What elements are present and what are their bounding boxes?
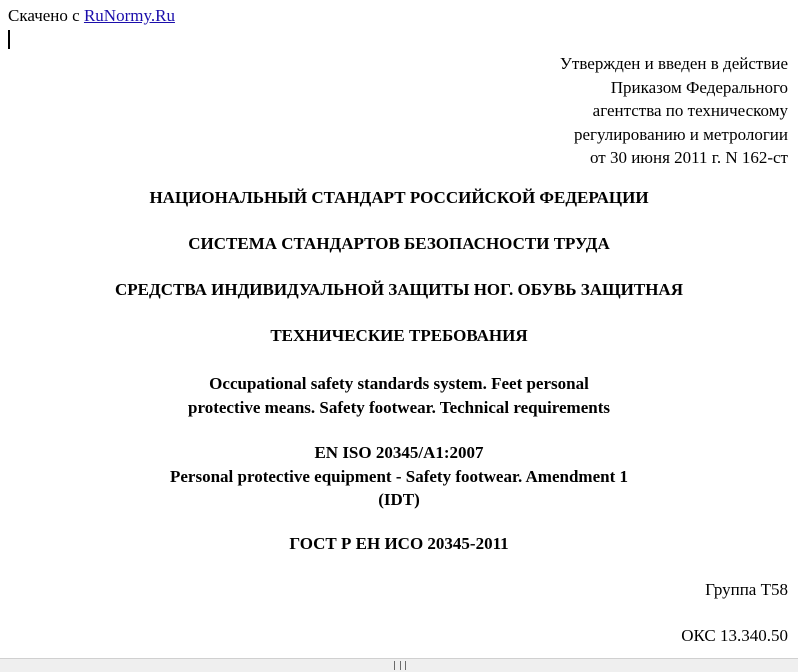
approval-line-3: агентства по техническому (592, 101, 788, 120)
system-heading: СИСТЕМА СТАНДАРТОВ БЕЗОПАСНОСТИ ТРУДА (188, 234, 610, 253)
approval-block (560, 52, 788, 170)
text-cursor (8, 30, 10, 49)
approval-line-1: Утвержден и введен в действие (559, 54, 788, 73)
english-title (0, 372, 798, 419)
horizontal-scrollbar[interactable] (0, 658, 798, 672)
scrollbar-grip-icon[interactable] (394, 661, 406, 670)
download-source-line (8, 6, 175, 26)
national-standard-heading: НАЦИОНАЛЬНЫЙ СТАНДАРТ РОССИЙСКОЙ ФЕДЕРАЦИИ (149, 188, 649, 207)
en-iso-block (0, 441, 798, 512)
subject-heading: СРЕДСТВА ИНДИВИДУАЛЬНОЙ ЗАЩИТЫ НОГ. ОБУВЬ ЗАЩИТНАЯ (115, 280, 683, 299)
group-label: Группа Т58 (705, 580, 788, 599)
en-iso-code: EN ISO 20345/A1:2007 (314, 443, 484, 462)
english-title-line-2: protective means. Safety footwear. Technical requirements (188, 397, 610, 417)
gost-code: ГОСТ Р ЕН ИСО 20345-2011 (289, 534, 509, 553)
idt-label: (IDT) (378, 490, 420, 509)
runormy-link[interactable]: RuNormy.Ru (83, 6, 175, 25)
en-iso-title: Personal protective equipment - Safety footwear. Amendment 1 (170, 466, 628, 486)
english-title-line-1: Occupational safety standards system. Feet personal (209, 374, 589, 393)
approval-line-4: регулированию и метрологии (573, 124, 788, 144)
oks-label: ОКС 13.340.50 (681, 626, 788, 645)
downloaded-prefix: Скачено с (8, 6, 84, 25)
approval-line-5: от 30 июня 2011 г. N 162-ст (589, 148, 788, 167)
requirements-heading: ТЕХНИЧЕСКИЕ ТРЕБОВАНИЯ (270, 326, 528, 345)
approval-line-2: Приказом Федерального (610, 77, 788, 97)
